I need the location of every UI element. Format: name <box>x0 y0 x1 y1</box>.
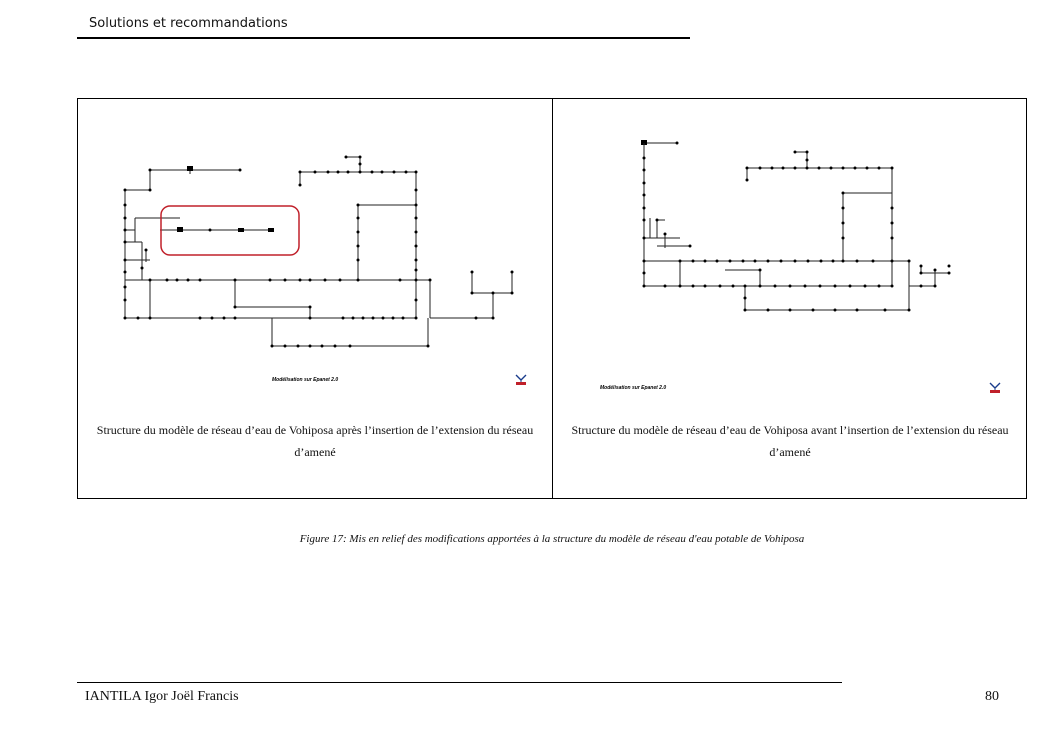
reservoir-icon <box>187 166 193 171</box>
network-diagram-after <box>110 150 530 355</box>
epanet-logo-icon <box>988 380 1002 394</box>
epanet-logo-icon <box>514 372 528 386</box>
running-header: Solutions et recommandations <box>89 16 288 31</box>
header-rule <box>77 37 690 39</box>
network-diagram-before <box>635 138 965 318</box>
footer-author: IANTILA Igor Joël Francis <box>85 689 239 704</box>
model-label-left: Modélisation sur Epanet 2.0 <box>272 377 339 383</box>
model-label-right: Modélisation sur Epanet 2.0 <box>600 385 667 391</box>
figure-column-divider <box>552 98 553 499</box>
caption-left: Structure du modèle de réseau d’eau de Vohiposa après l’insertion de l’extension du réseau d’amené <box>96 423 534 459</box>
footer-rule <box>77 682 842 683</box>
page-number: 80 <box>985 689 999 704</box>
caption-right: Structure du modèle de réseau d’eau de Vohiposa avant l’insertion de l’extension du réseau d’amené <box>571 423 1009 459</box>
figure-caption: Figure 17: Mis en relief des modifications apportées à la structure du modèle de réseau d'eau potable de Vohiposa <box>299 533 805 545</box>
